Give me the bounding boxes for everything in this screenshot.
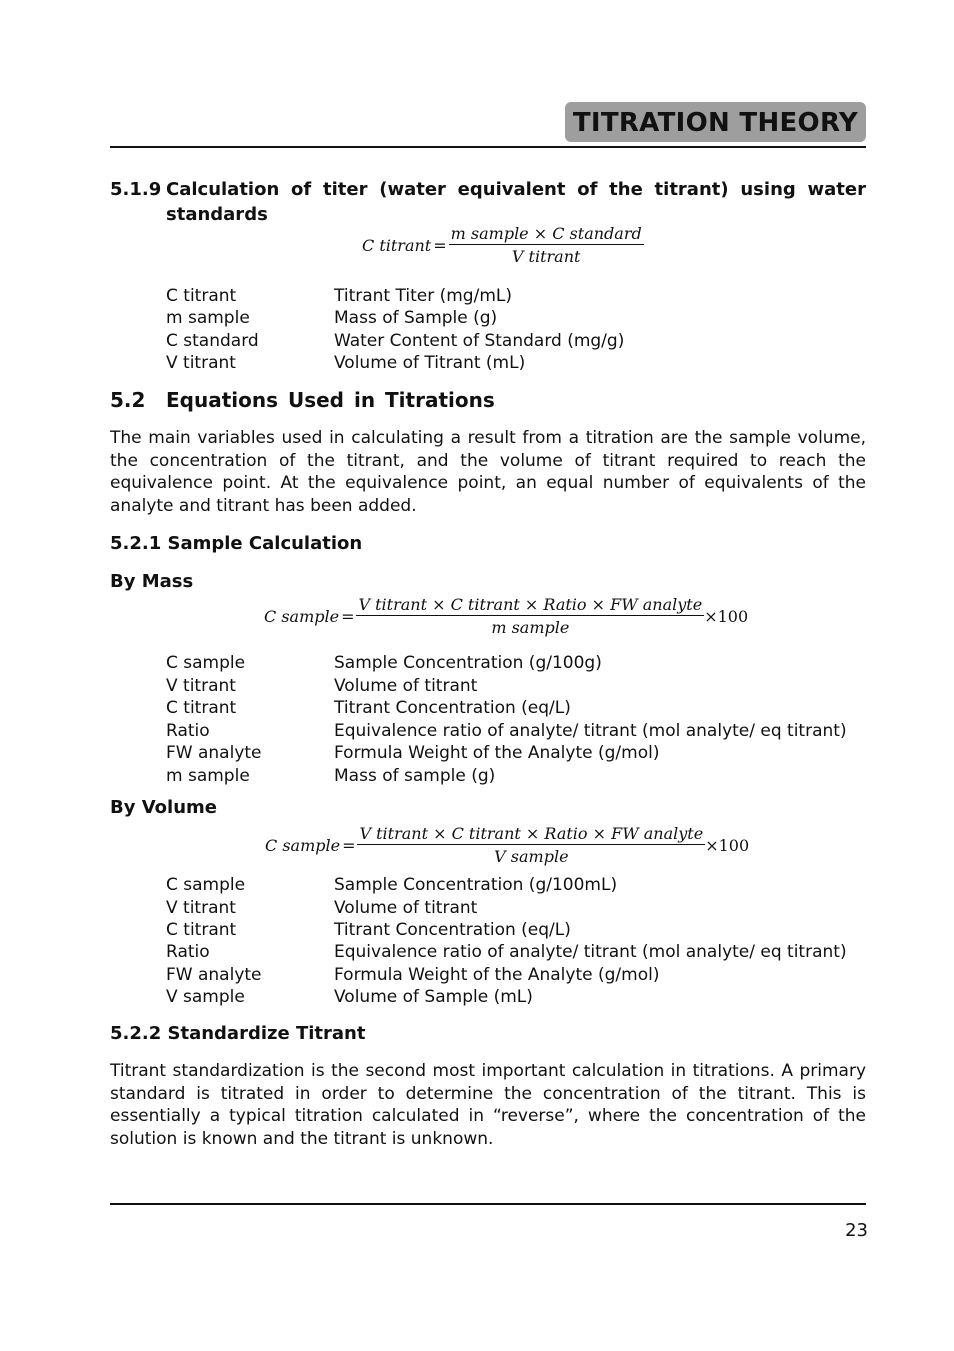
equation-lhs: C sample	[264, 606, 340, 626]
by-volume-label: By Volume	[110, 797, 217, 818]
paragraph-equations-intro: The main variables used in calculating a result from a titration are the sample volume, the concentration of the titrant, and the volume of titrant required to reach the equivalence point. At the equivalence point, an equal number of equivalents of the analyte and titrant has been added.	[110, 428, 866, 516]
var-desc: Volume of titrant	[334, 676, 478, 696]
by-mass-label: By Mass	[110, 571, 194, 592]
var-name: V titrant	[166, 676, 236, 696]
titer-equation: C titrant = $\frac{\text{m sample × C standard}}{\text{V titrant}}$	[362, 224, 642, 266]
equation-numerator: m sample × C standard	[450, 224, 642, 243]
section-title-519-line1: Calculation of titer (water equivalent of the titrant) using water	[166, 179, 866, 200]
var-name: C titrant	[166, 286, 237, 306]
chapter-title: TITRATION THEORY	[565, 102, 866, 142]
section-number-519: 5.1.9	[110, 179, 162, 200]
var-desc: Volume of titrant	[334, 898, 478, 918]
equation-factor: ×100	[704, 606, 749, 626]
var-desc: Formula Weight of the Analyte (g/mol)	[334, 743, 660, 763]
equation-numerator: V titrant × C titrant × Ratio × FW analyte	[359, 824, 704, 843]
var-name: V sample	[166, 987, 245, 1007]
var-desc: Titrant Concentration (eq/L)	[334, 698, 571, 718]
equation-denominator: m sample	[491, 618, 570, 637]
section-number-52: 5.2	[110, 388, 146, 412]
equation-factor: ×100	[705, 835, 750, 855]
var-name: C sample	[166, 875, 246, 895]
page-number: 23	[845, 1220, 868, 1241]
var-desc: Volume of Titrant (mL)	[334, 353, 526, 373]
equation-numerator: V titrant × C titrant × Ratio × FW analyte	[358, 595, 703, 614]
var-name: C titrant	[166, 698, 237, 718]
section-title-52: Equations Used in Titrations	[166, 388, 495, 412]
var-name: C standard	[166, 331, 259, 351]
var-name: V titrant	[166, 353, 236, 373]
header-rule	[110, 146, 866, 148]
var-name: C titrant	[166, 920, 237, 940]
equation-fraction	[356, 595, 704, 637]
var-desc: Sample Concentration (g/100mL)	[334, 875, 618, 895]
paragraph-standardize-titrant: Titrant standardization is the second most important calculation in titrations. A primary standard is titrated in order to determine the concentration of the titrant. This is essentially a typical titration calculated in “reverse”, where the concentration of the solution is known and the titrant is unknown.	[110, 1061, 866, 1149]
equation-lhs: C sample	[265, 835, 341, 855]
var-name: C sample	[166, 653, 246, 673]
var-name: FW analyte	[166, 743, 262, 763]
var-desc: Sample Concentration (g/100g)	[334, 653, 602, 673]
subsection-title-521: 5.2.1 Sample Calculation	[110, 533, 363, 554]
equation-lhs: C titrant	[362, 235, 432, 255]
var-desc: Volume of Sample (mL)	[334, 987, 533, 1007]
var-desc: Titrant Concentration (eq/L)	[334, 920, 571, 940]
var-desc: Formula Weight of the Analyte (g/mol)	[334, 965, 660, 985]
var-name: Ratio	[166, 942, 210, 962]
var-name: Ratio	[166, 721, 210, 741]
var-desc: Mass of Sample (g)	[334, 308, 498, 328]
equation-denominator: V titrant	[511, 247, 581, 266]
section-title-519-line2: standards	[166, 204, 268, 225]
var-name: m sample	[166, 766, 250, 786]
equation-denominator: V sample	[494, 847, 569, 866]
var-name: FW analyte	[166, 965, 262, 985]
by-volume-equation: C sample = $\frac{\text{V titrant × C titrant × Ratio × FW analyte}}{\text{V sample}}$ ×100	[265, 824, 750, 866]
var-desc: Equivalence ratio of analyte/ titrant (mol analyte/ eq titrant)	[334, 721, 847, 741]
by-mass-equation: C sample = $\frac{\text{V titrant × C titrant × Ratio × FW analyte}}{\text{m sample}}$ ×100	[264, 595, 749, 637]
var-desc: Water Content of Standard (mg/g)	[334, 331, 625, 351]
var-name: m sample	[166, 308, 250, 328]
var-name: V titrant	[166, 898, 236, 918]
equation-fraction	[357, 824, 705, 866]
var-desc: Mass of sample (g)	[334, 766, 496, 786]
equation-fraction	[449, 224, 644, 266]
footer-rule	[110, 1203, 866, 1205]
var-desc: Equivalence ratio of analyte/ titrant (mol analyte/ eq titrant)	[334, 942, 847, 962]
var-desc: Titrant Titer (mg/mL)	[334, 286, 512, 306]
subsection-title-522: 5.2.2 Standardize Titrant	[110, 1023, 366, 1044]
